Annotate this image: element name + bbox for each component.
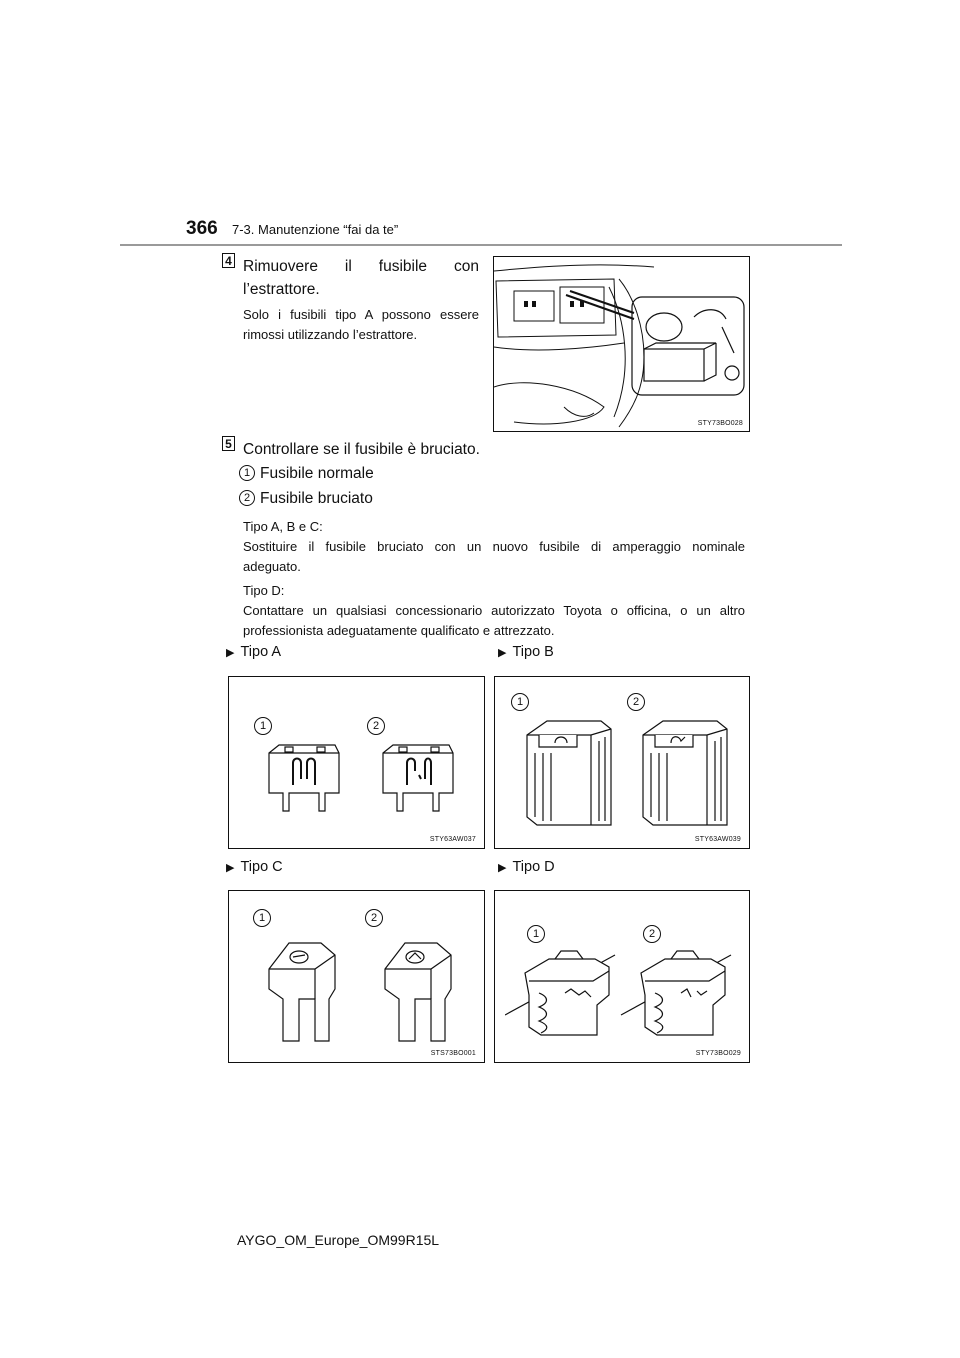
fuse-type-d-figure	[494, 890, 750, 1063]
note-abc-line1: Sostituire il fusibile bruciato con un nuovo fusibile di amperaggio nominale	[243, 539, 745, 554]
triangle-right-icon: ▶	[498, 861, 507, 874]
step4-note-line1: Solo i fusibili tipo A possono essere	[243, 307, 479, 322]
fuse-type-c-figure	[228, 890, 485, 1063]
type-a-label: ▶ Tipo A	[226, 644, 282, 660]
cartridge-fuse-illustration	[515, 713, 735, 843]
note-d-line2: professionista adeguatamente qualificato e attrezzato.	[243, 623, 555, 638]
note-abc-line2: adeguato.	[243, 559, 301, 574]
fuse-type-b-figure	[494, 676, 750, 849]
step-number-4: 4	[222, 253, 235, 268]
step4-note-line2: rimossi utilizzando l’estrattore.	[243, 327, 418, 342]
callout-1: 1	[253, 909, 271, 927]
engine-fuse-box-figure	[493, 256, 750, 432]
callout-2: 2	[367, 717, 385, 735]
type-c-label: ▶ Tipo C	[226, 859, 283, 875]
type-d-label: ▶ Tipo D	[498, 859, 555, 875]
legend-number-1: 1	[239, 465, 255, 481]
note-d-title: Tipo D:	[243, 583, 285, 598]
figure-code: STY73BO028	[697, 420, 743, 427]
step4-line2: l’estrattore.	[243, 281, 320, 298]
legend-label-normal: Fusibile normale	[260, 465, 374, 482]
page-number: 366	[186, 218, 218, 239]
callout-2: 2	[627, 693, 645, 711]
callout-2: 2	[365, 909, 383, 927]
legend-number-2: 2	[239, 490, 255, 506]
note-abc-title: Tipo A, B e C:	[243, 519, 323, 534]
note-d-line1: Contattare un qualsiasi concessionario autorizzato Toyota o officina, o un altro	[243, 603, 745, 618]
step5-instruction: Controllare se il fusibile è bruciato.	[243, 441, 480, 458]
fuse-type-a-figure	[228, 676, 485, 849]
step4-line1: Rimuovere il fusibile con	[243, 258, 479, 275]
callout-1: 1	[527, 925, 545, 943]
chapter-title: 7-3. Manutenzione “fai da te”	[232, 222, 399, 237]
callout-1: 1	[254, 717, 272, 735]
triangle-right-icon: ▶	[226, 861, 235, 874]
callout-1: 1	[511, 693, 529, 711]
mini-cartridge-fuse-illustration	[259, 929, 459, 1059]
figure-code: STS73BO001	[430, 1050, 476, 1057]
figure-code: STY63AW039	[694, 836, 741, 843]
engine-compartment-illustration	[494, 257, 749, 431]
triangle-right-icon: ▶	[498, 646, 507, 659]
step-number-5: 5	[222, 436, 235, 451]
figure-code: STY73BO029	[695, 1050, 741, 1057]
bolt-in-fuse-illustration	[505, 935, 745, 1055]
footer-doc-id: AYGO_OM_Europe_OM99R15L	[237, 1232, 440, 1248]
triangle-right-icon: ▶	[226, 646, 235, 659]
blade-fuse-illustration	[259, 739, 459, 819]
header-rule	[120, 244, 842, 246]
legend-label-blown: Fusibile bruciato	[260, 490, 373, 507]
figure-code: STY63AW037	[429, 836, 476, 843]
type-b-label: ▶ Tipo B	[498, 644, 554, 660]
callout-2: 2	[643, 925, 661, 943]
